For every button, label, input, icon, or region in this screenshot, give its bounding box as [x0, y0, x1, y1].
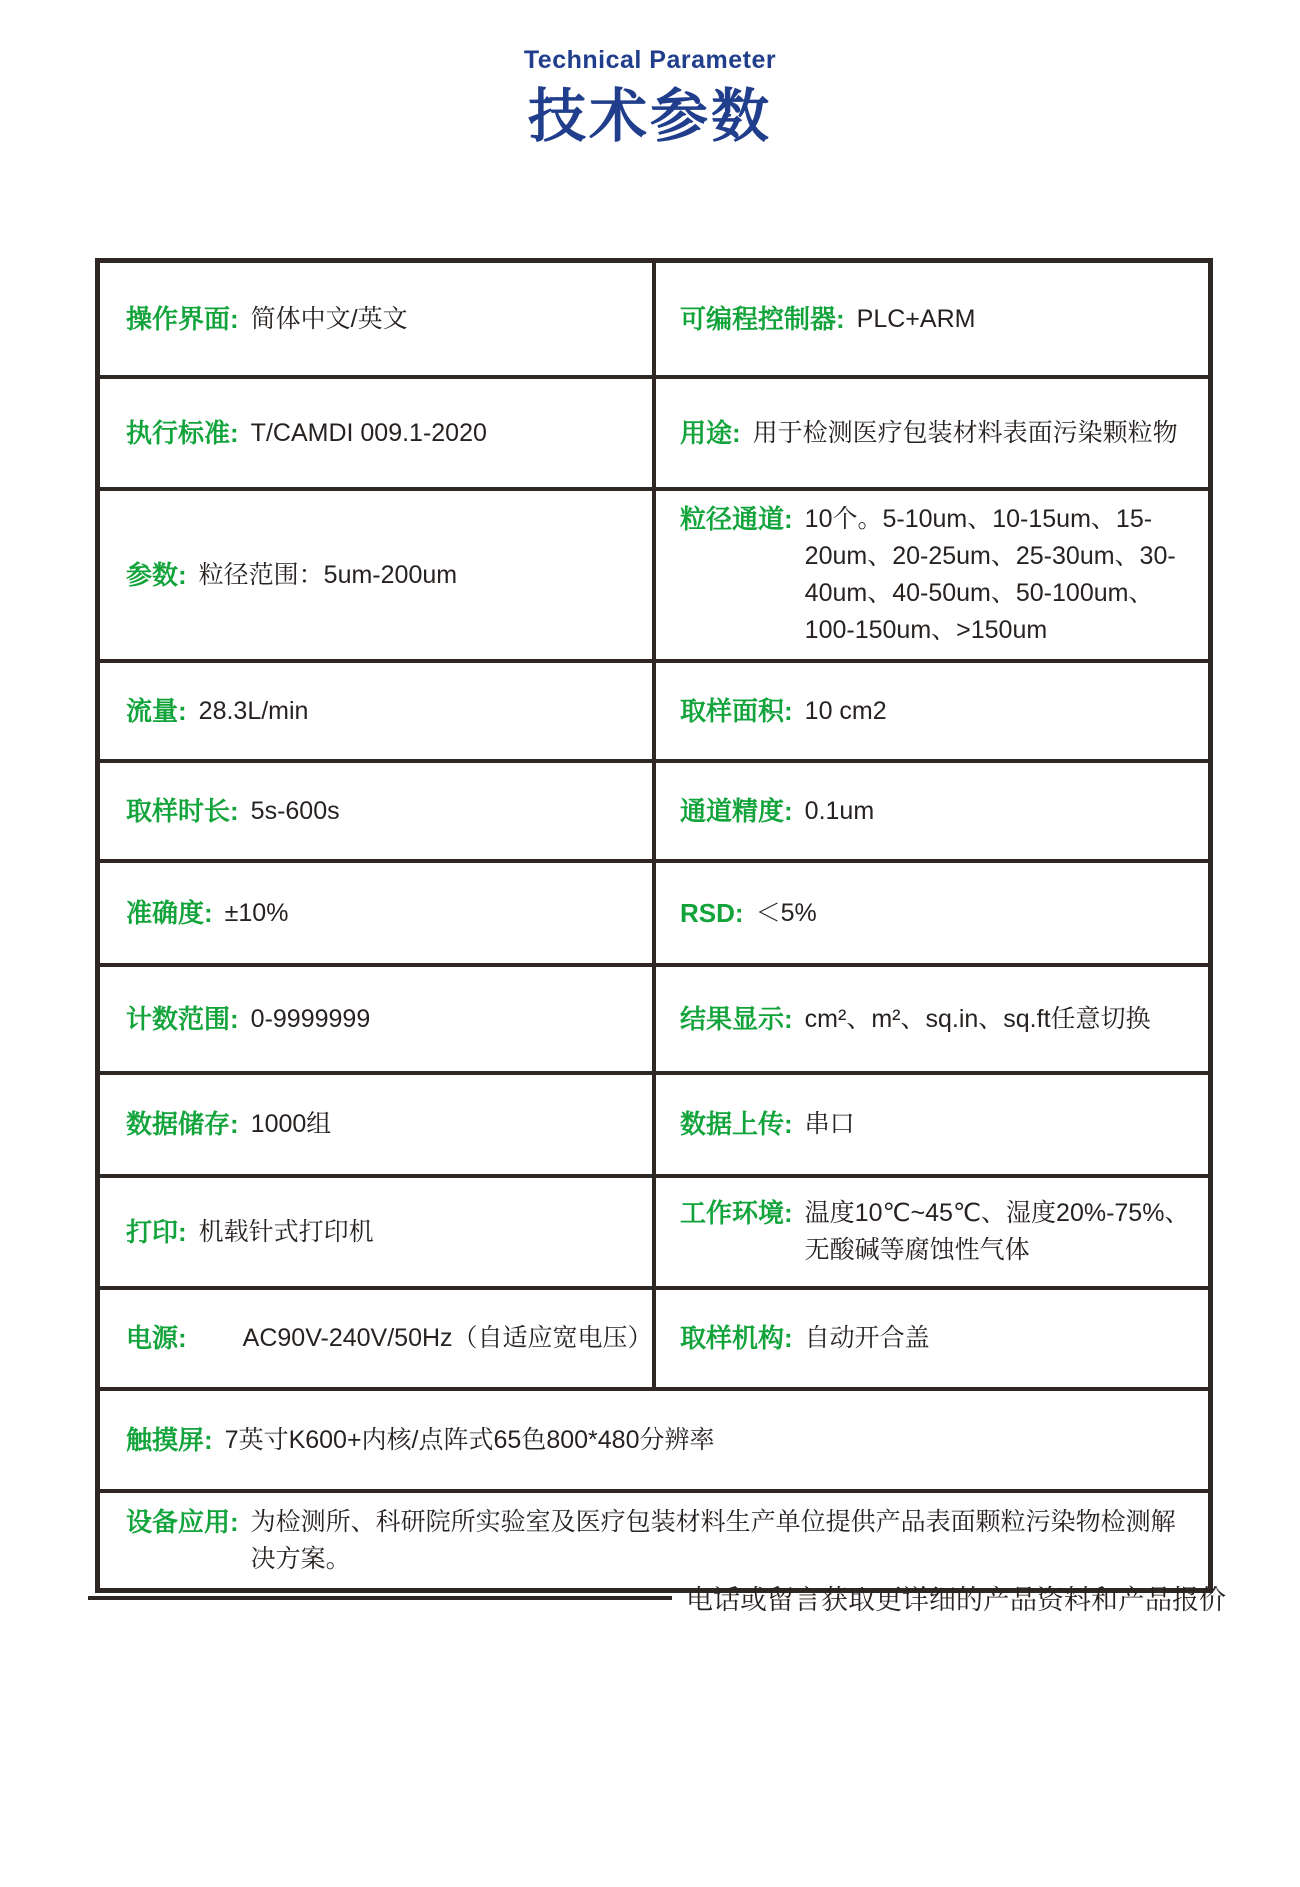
param-touchscreen	[100, 1391, 1208, 1489]
param-standard	[100, 379, 652, 487]
footer-note: 电话或留言获取更详细的产品资料和产品报价	[686, 1585, 1226, 1615]
param-label: 用途:	[680, 417, 741, 448]
param-label: 取样面积:	[680, 695, 793, 726]
table-row	[100, 963, 1208, 1071]
page-title: 技术参数	[527, 84, 772, 149]
param-value: 串口	[804, 1110, 855, 1138]
param-label: 工作环境:	[680, 1198, 793, 1228]
param-label: 准确度:	[126, 897, 213, 928]
table-row	[100, 1174, 1208, 1286]
param-sampling-area	[652, 663, 1208, 759]
divider-line	[88, 1596, 672, 1600]
param-label: 操作界面:	[126, 303, 239, 334]
table-row	[100, 859, 1208, 963]
param-label: 粒径通道:	[680, 504, 793, 534]
param-data-upload	[652, 1075, 1208, 1174]
param-value: 1000组	[250, 1110, 332, 1138]
param-label: 执行标准:	[126, 417, 239, 448]
param-sampling-duration	[100, 763, 652, 859]
table-row	[100, 487, 1208, 659]
param-label: 通道精度:	[680, 795, 793, 826]
param-value: 简体中文/英文	[250, 304, 408, 333]
spec-table	[95, 258, 1213, 1593]
param-value: 粒径范围：5um-200um	[198, 560, 458, 589]
param-label: 参数:	[126, 559, 187, 590]
param-value: 5s-600s	[250, 796, 340, 825]
table-row	[100, 1071, 1208, 1174]
param-value: 温度10℃~45℃、湿度20%-75%、无酸碱等腐蚀性气体	[804, 1199, 1190, 1264]
param-value: AC90V-240V/50Hz（自适应宽电压）	[242, 1324, 653, 1352]
param-value: cm²、m²、sq.in、sq.ft任意切换	[804, 1004, 1151, 1033]
param-power-supply	[100, 1290, 652, 1387]
param-label: 数据上传:	[680, 1109, 793, 1139]
param-value: 10个。5-10um、10-15um、15-20um、20-25um、25-30um、30-40um、40-50um、50-100um、100-150um、>150um	[804, 505, 1176, 644]
table-row	[100, 1387, 1208, 1489]
param-channel-precision	[652, 763, 1208, 859]
param-label: RSD:	[680, 897, 744, 928]
param-label: 流量:	[126, 695, 187, 726]
table-row	[100, 759, 1208, 859]
param-label: 数据储存:	[126, 1109, 239, 1139]
table-row	[100, 375, 1208, 487]
param-label: 可编程控制器:	[680, 303, 845, 334]
subtitle-english: Technical Parameter	[523, 46, 777, 74]
param-accuracy	[100, 863, 652, 963]
param-value: 0-9999999	[250, 1004, 371, 1033]
param-label: 触摸屏:	[126, 1424, 213, 1455]
param-value: ＜5%	[755, 898, 817, 927]
param-ui-language	[100, 263, 652, 375]
param-value: 机载针式打印机	[198, 1217, 374, 1246]
param-value: 自动开合盖	[804, 1324, 930, 1352]
param-value: 0.1um	[804, 796, 875, 825]
param-result-display	[652, 967, 1208, 1071]
param-value: 为检测所、科研院所实验室及医疗包装材料生产单位提供产品表面颗粒污染物检测解决方案。	[250, 1507, 1176, 1573]
param-value: T/CAMDI 009.1-2020	[250, 418, 487, 447]
table-row	[100, 263, 1208, 375]
param-label: 取样时长:	[126, 795, 239, 826]
param-flow-rate	[100, 663, 652, 759]
param-plc-controller	[652, 263, 1208, 375]
param-value: 10 cm2	[804, 696, 887, 725]
table-row	[100, 1286, 1208, 1387]
param-purpose	[652, 379, 1208, 487]
param-label: 设备应用:	[126, 1506, 239, 1537]
param-working-environment	[652, 1178, 1208, 1286]
param-value: PLC+ARM	[856, 304, 976, 333]
param-particle-size-range	[100, 491, 652, 659]
param-label: 计数范围:	[126, 1003, 239, 1034]
param-value: ±10%	[224, 898, 289, 927]
param-data-storage	[100, 1075, 652, 1174]
param-label: 打印:	[126, 1216, 187, 1247]
param-application	[100, 1493, 1208, 1588]
table-row	[100, 1489, 1208, 1588]
param-rsd	[652, 863, 1208, 963]
param-value: 7英寸K600+内核/点阵式65色800*480分辨率	[224, 1425, 715, 1454]
table-row	[100, 659, 1208, 759]
param-value: 28.3L/min	[198, 696, 309, 725]
param-sampling-mechanism	[652, 1290, 1208, 1387]
param-count-range	[100, 967, 652, 1071]
param-value: 用于检测医疗包装材料表面污染颗粒物	[752, 418, 1178, 447]
param-printer	[100, 1178, 652, 1286]
param-label: 电源:	[126, 1323, 187, 1353]
param-channels	[652, 491, 1208, 659]
param-label: 取样机构:	[680, 1323, 793, 1353]
page-header	[0, 0, 1300, 149]
param-label: 结果显示:	[680, 1003, 793, 1034]
footer	[88, 1578, 1226, 1617]
